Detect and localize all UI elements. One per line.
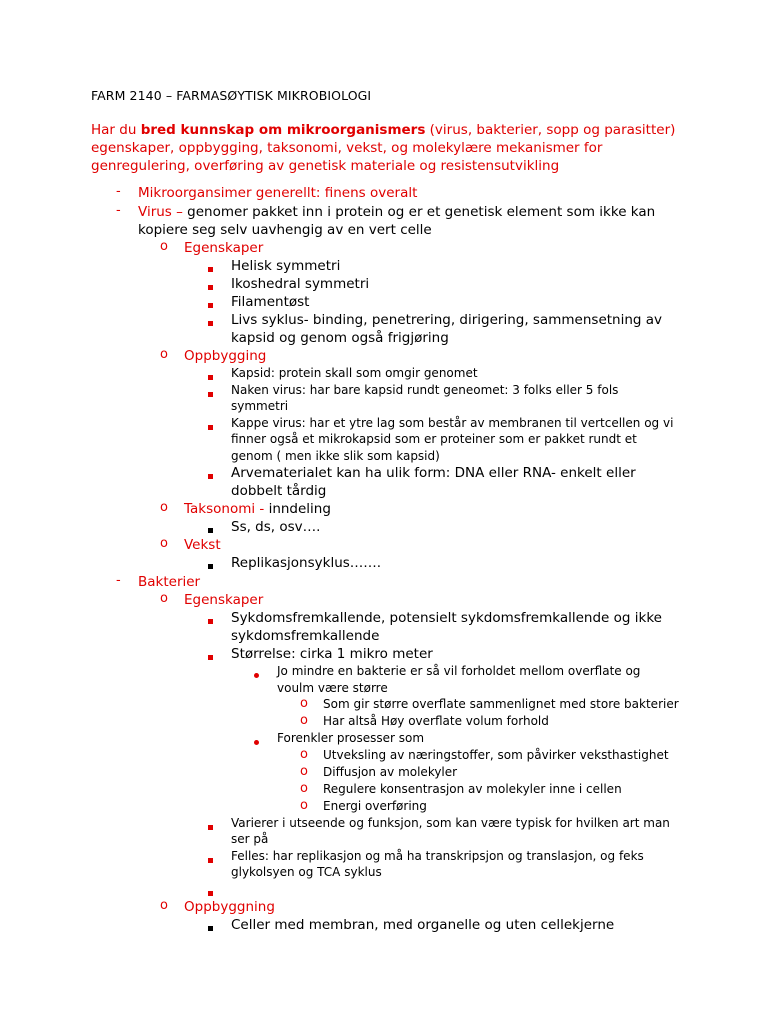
square-bullet-icon [208, 825, 213, 830]
intro-paragraph [91, 121, 681, 175]
list-item [0, 382, 768, 415]
list-item-text: Varierer i utseende og funksjon, som kan være typisk for hvilken art man ser på [231, 815, 670, 846]
list-item [0, 365, 768, 382]
list-item-text: Oppbygging [184, 348, 267, 364]
list-item [0, 257, 768, 275]
list-item [0, 293, 768, 311]
square-bullet-icon [208, 285, 213, 290]
list-item-text: Bakterier [138, 574, 201, 590]
list-item-text: Energi overføring [323, 798, 427, 813]
list-item-text: Arvematerialet kan ha ulik form: DNA eller RNA- enkelt eller dobbelt tårdig [231, 465, 636, 499]
list-item-text: Naken virus: har bare kapsid rundt geneomet: 3 folks eller 5 fols symmetri [231, 382, 619, 413]
list-item [0, 747, 768, 764]
circle-bullet-icon: o [160, 500, 168, 515]
circle-bullet-icon: o [300, 746, 308, 762]
list-item-text: Egenskaper [184, 240, 264, 256]
list-item-text: Helisk symmetri [231, 258, 341, 274]
list-item-text: Ss, ds, osv…. [231, 519, 321, 535]
list-item-text: Vekst [184, 537, 221, 553]
list-item [0, 311, 768, 347]
list-item-virus [0, 203, 768, 239]
list-item [0, 848, 768, 881]
list-item-mikroorganismer [0, 184, 768, 202]
list-item [0, 916, 768, 934]
intro-text-start: Har du [91, 122, 141, 138]
list-item-text: Som gir større overflate sammenlignet med store bakterier [323, 697, 679, 711]
list-item-empty [0, 881, 768, 898]
list-item-text: Celler med membran, med organelle og uten cellekjerne [231, 916, 615, 933]
list-item-text: Diffusjon av molekyler [323, 764, 458, 779]
square-bullet-icon [208, 926, 213, 931]
taksonomi-description: inndeling [264, 501, 331, 517]
dash-bullet-icon: - [116, 184, 121, 199]
square-bullet-icon [208, 474, 213, 479]
list-item-virus-egenskaper [0, 239, 768, 257]
circle-bullet-icon: o [300, 780, 308, 796]
square-bullet-icon [208, 321, 213, 326]
circle-bullet-icon: o [160, 897, 168, 913]
circle-bullet-icon: o [300, 763, 308, 779]
list-item-text: Filamentøst [231, 294, 310, 310]
list-item-text [184, 500, 674, 518]
list-item-text: Livs syklus- binding, penetrering, dirigering, sammensetning av kapsid og genom også frigjøring [231, 312, 663, 346]
intro-bold-phrase: bred kunnskap om mikroorganismers [140, 122, 426, 138]
list-item-text: Utveksling av næringstoffer, som påvirker veksthastighet [323, 747, 669, 762]
circle-bullet-icon: o [160, 536, 168, 551]
circle-bullet-icon: o [160, 347, 168, 362]
list-item [0, 730, 768, 747]
square-bullet-icon [208, 267, 213, 272]
square-bullet-icon [208, 858, 213, 863]
list-item [0, 696, 768, 713]
list-item-text: Kappe virus: har et ytre lag som består av membranen til vertcellen og vi finner også et mikrokapsid som er proteiner som er pakket rundt et genom ( men ikke slik som kapsid) [231, 415, 674, 463]
list-item [0, 713, 768, 730]
list-item [0, 415, 768, 465]
dot-bullet-icon [254, 673, 259, 678]
virus-label: Virus – [138, 204, 183, 220]
list-item-text: Størrelse: cirka 1 mikro meter [231, 646, 433, 662]
list-item-text: Forenkler prosesser som [277, 731, 425, 745]
list-item-virus-oppbygging [0, 347, 768, 365]
square-bullet-icon [208, 655, 213, 660]
list-item [0, 781, 768, 798]
list-item-bakterier-oppbygning [0, 898, 768, 916]
list-item [0, 275, 768, 293]
list-item-text: Ikoshedral symmetri [231, 276, 370, 292]
square-bullet-icon [208, 564, 213, 569]
square-bullet-icon [208, 619, 213, 624]
list-item-text: Sykdomsfremkallende, potensielt sykdomsfremkallende og ikke sykdomsfremkallende [231, 610, 662, 644]
intro-text-rest: (virus, bakterier, sopp og parasitter) egenskaper, oppbygging, taksonomi, vekst, og molekylære mekanismer for genregulering, overføring av genetisk materiale og resistensutvikling [91, 122, 676, 174]
list-item [0, 609, 768, 645]
document-title: FARM 2140 – FARMASØYTISK MIKROBIOLOGI [91, 88, 372, 103]
list-item [0, 645, 768, 663]
circle-bullet-icon: o [300, 797, 308, 813]
list-item [0, 764, 768, 781]
taksonomi-label: Taksonomi - [184, 501, 265, 517]
list-item-text: Regulere konsentrasjon av molekyler inne i cellen [323, 781, 622, 796]
list-item-text: Jo mindre en bakterie er så vil forholdet mellom overflate og voulm være større [277, 664, 641, 695]
list-item-bakterier [0, 573, 768, 591]
dot-bullet-icon [254, 740, 259, 745]
list-item-text: Egenskaper [184, 592, 264, 608]
list-item [0, 663, 768, 696]
outline-list [0, 184, 768, 934]
square-bullet-icon [208, 303, 213, 308]
list-item-text: Kapsid: protein skall som omgir genomet [231, 366, 478, 380]
dash-bullet-icon: - [116, 203, 121, 218]
list-item [0, 815, 768, 848]
circle-bullet-icon: o [160, 239, 168, 254]
list-item-text: Har altså Høy overflate volum forhold [323, 714, 549, 728]
list-item-bakterier-egenskaper [0, 591, 768, 609]
list-item-text: Replikasjonsyklus……. [231, 555, 382, 571]
circle-bullet-icon: o [300, 696, 308, 711]
dash-bullet-icon: - [116, 573, 121, 588]
list-item-text: Felles: har replikasjon og må ha transkripsjon og translasjon, og feks glykolsyen og TCA syklus [231, 848, 644, 879]
virus-description: genomer pakket inn i protein og er et genetisk element som ikke kan kopiere seg selv uavhengig av en vert celle [138, 204, 656, 238]
square-bullet-icon [208, 392, 213, 397]
circle-bullet-icon: o [300, 713, 308, 728]
square-bullet-icon [208, 528, 213, 533]
list-item [0, 518, 768, 536]
list-item-text [138, 203, 678, 239]
circle-bullet-icon: o [160, 591, 168, 606]
square-bullet-icon [208, 375, 213, 380]
list-item-text: Oppbyggning [184, 898, 275, 915]
square-bullet-icon [208, 891, 213, 896]
list-item-vekst [0, 536, 768, 554]
list-item-taksonomi [0, 500, 768, 518]
list-item [0, 554, 768, 572]
list-item-text: Mikroorgansimer generellt: finens overalt [138, 185, 418, 201]
list-item [0, 464, 768, 500]
square-bullet-icon [208, 425, 213, 430]
list-item [0, 798, 768, 815]
